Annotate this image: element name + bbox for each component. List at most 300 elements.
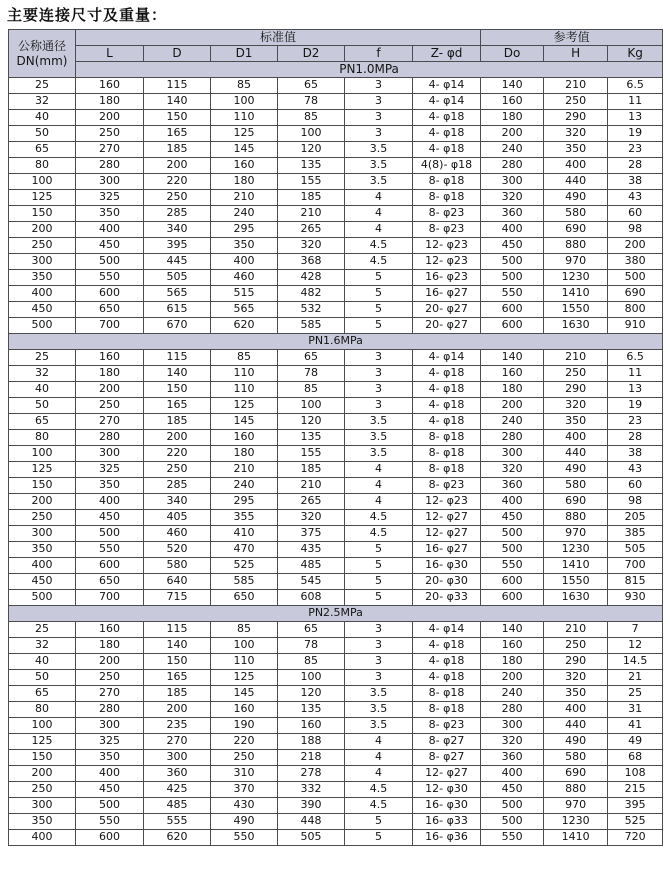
value-cell: 218 <box>278 750 345 766</box>
value-cell: 38 <box>608 446 663 462</box>
dn-cell: 80 <box>9 430 76 446</box>
dn-cell: 100 <box>9 446 76 462</box>
table-row <box>9 78 663 94</box>
value-cell: 13 <box>608 110 663 126</box>
value-cell: 110 <box>211 110 278 126</box>
col-header-Do: Do <box>481 46 544 62</box>
dn-cell: 300 <box>9 254 76 270</box>
col-header-D1: D1 <box>211 46 278 62</box>
value-cell: 25 <box>608 686 663 702</box>
value-cell: 320 <box>544 126 608 142</box>
value-cell: 400 <box>481 494 544 510</box>
value-cell: 1230 <box>544 270 608 286</box>
value-cell: 3.5 <box>345 142 413 158</box>
value-cell: 280 <box>481 430 544 446</box>
value-cell: 145 <box>211 142 278 158</box>
value-cell: 180 <box>481 654 544 670</box>
table-row <box>9 830 663 846</box>
value-cell: 3.5 <box>345 174 413 190</box>
value-cell: 550 <box>76 542 144 558</box>
value-cell: 3 <box>345 670 413 686</box>
value-cell: 8- φ23 <box>413 478 481 494</box>
value-cell: 65 <box>278 78 345 94</box>
value-cell: 800 <box>608 302 663 318</box>
value-cell: 120 <box>278 414 345 430</box>
table-row <box>9 174 663 190</box>
value-cell: 428 <box>278 270 345 286</box>
section-band-row <box>9 334 663 350</box>
col-header-Zd: Z- φd <box>413 46 481 62</box>
dn-cell: 65 <box>9 686 76 702</box>
value-cell: 125 <box>211 126 278 142</box>
value-cell: 210 <box>544 622 608 638</box>
table-row <box>9 190 663 206</box>
value-cell: 165 <box>144 126 211 142</box>
value-cell: 580 <box>544 478 608 494</box>
table-row <box>9 622 663 638</box>
value-cell: 160 <box>481 94 544 110</box>
value-cell: 360 <box>144 766 211 782</box>
value-cell: 425 <box>144 782 211 798</box>
table-row <box>9 414 663 430</box>
value-cell: 145 <box>211 414 278 430</box>
value-cell: 200 <box>76 654 144 670</box>
value-cell: 320 <box>481 734 544 750</box>
dn-cell: 300 <box>9 526 76 542</box>
value-cell: 300 <box>481 446 544 462</box>
table-row <box>9 590 663 606</box>
page-title: 主要连接尺寸及重量： <box>7 6 168 24</box>
value-cell: 180 <box>211 174 278 190</box>
value-cell: 5 <box>345 302 413 318</box>
value-cell: 8- φ23 <box>413 206 481 222</box>
value-cell: 332 <box>278 782 345 798</box>
value-cell: 78 <box>278 366 345 382</box>
section-band: PN1.0MPa <box>76 62 663 78</box>
value-cell: 155 <box>278 174 345 190</box>
dn-cell: 500 <box>9 590 76 606</box>
value-cell: 60 <box>608 478 663 494</box>
value-cell: 1410 <box>544 830 608 846</box>
value-cell: 240 <box>211 478 278 494</box>
value-cell: 270 <box>76 142 144 158</box>
value-cell: 970 <box>544 526 608 542</box>
value-cell: 295 <box>211 494 278 510</box>
value-cell: 4 <box>345 766 413 782</box>
dn-cell: 250 <box>9 510 76 526</box>
value-cell: 180 <box>76 366 144 382</box>
corner-header <box>9 30 76 78</box>
value-cell: 450 <box>481 510 544 526</box>
section-band-row <box>9 606 663 622</box>
value-cell: 1550 <box>544 302 608 318</box>
value-cell: 125 <box>211 670 278 686</box>
value-cell: 250 <box>544 638 608 654</box>
value-cell: 700 <box>608 558 663 574</box>
value-cell: 140 <box>481 622 544 638</box>
value-cell: 110 <box>211 382 278 398</box>
value-cell: 12- φ27 <box>413 766 481 782</box>
table-row <box>9 670 663 686</box>
value-cell: 320 <box>278 510 345 526</box>
value-cell: 16- φ36 <box>413 830 481 846</box>
value-cell: 4- φ18 <box>413 398 481 414</box>
value-cell: 450 <box>481 238 544 254</box>
value-cell: 160 <box>481 638 544 654</box>
value-cell: 3 <box>345 622 413 638</box>
value-cell: 4.5 <box>345 526 413 542</box>
value-cell: 5 <box>345 558 413 574</box>
value-cell: 3.5 <box>345 430 413 446</box>
value-cell: 200 <box>144 702 211 718</box>
col-header-D: D <box>144 46 211 62</box>
value-cell: 85 <box>211 350 278 366</box>
value-cell: 5 <box>345 814 413 830</box>
value-cell: 210 <box>278 206 345 222</box>
value-cell: 110 <box>211 654 278 670</box>
value-cell: 8- φ18 <box>413 174 481 190</box>
value-cell: 8- φ27 <box>413 734 481 750</box>
col-header-L: L <box>76 46 144 62</box>
value-cell: 100 <box>278 126 345 142</box>
value-cell: 43 <box>608 190 663 206</box>
value-cell: 85 <box>278 382 345 398</box>
value-cell: 700 <box>76 318 144 334</box>
value-cell: 11 <box>608 94 663 110</box>
value-cell: 600 <box>76 830 144 846</box>
value-cell: 400 <box>481 222 544 238</box>
table-row <box>9 382 663 398</box>
value-cell: 320 <box>544 398 608 414</box>
value-cell: 100 <box>278 670 345 686</box>
value-cell: 400 <box>544 430 608 446</box>
group-header-row <box>9 30 663 46</box>
value-cell: 290 <box>544 110 608 126</box>
value-cell: 20- φ27 <box>413 318 481 334</box>
value-cell: 600 <box>76 286 144 302</box>
value-cell: 12- φ23 <box>413 494 481 510</box>
value-cell: 400 <box>211 254 278 270</box>
value-cell: 4.5 <box>345 238 413 254</box>
value-cell: 450 <box>76 238 144 254</box>
dn-cell: 400 <box>9 286 76 302</box>
value-cell: 8- φ27 <box>413 750 481 766</box>
value-cell: 220 <box>144 174 211 190</box>
value-cell: 250 <box>144 190 211 206</box>
value-cell: 380 <box>608 254 663 270</box>
value-cell: 395 <box>608 798 663 814</box>
table-row <box>9 798 663 814</box>
value-cell: 215 <box>608 782 663 798</box>
dn-cell: 125 <box>9 462 76 478</box>
dn-cell: 200 <box>9 222 76 238</box>
value-cell: 200 <box>481 398 544 414</box>
value-cell: 300 <box>481 718 544 734</box>
value-cell: 4- φ18 <box>413 110 481 126</box>
table-row <box>9 126 663 142</box>
table-row <box>9 526 663 542</box>
value-cell: 4- φ14 <box>413 350 481 366</box>
dn-cell: 65 <box>9 414 76 430</box>
value-cell: 12- φ27 <box>413 510 481 526</box>
value-cell: 500 <box>76 254 144 270</box>
value-cell: 400 <box>76 766 144 782</box>
value-cell: 210 <box>211 190 278 206</box>
value-cell: 160 <box>76 350 144 366</box>
dn-cell: 150 <box>9 750 76 766</box>
value-cell: 445 <box>144 254 211 270</box>
value-cell: 4- φ18 <box>413 414 481 430</box>
value-cell: 185 <box>144 414 211 430</box>
dn-cell: 150 <box>9 206 76 222</box>
value-cell: 43 <box>608 462 663 478</box>
dn-cell: 65 <box>9 142 76 158</box>
value-cell: 115 <box>144 78 211 94</box>
value-cell: 21 <box>608 670 663 686</box>
value-cell: 12- φ23 <box>413 238 481 254</box>
value-cell: 500 <box>481 526 544 542</box>
value-cell: 585 <box>278 318 345 334</box>
dn-cell: 200 <box>9 766 76 782</box>
table-row <box>9 430 663 446</box>
table-row <box>9 494 663 510</box>
value-cell: 265 <box>278 494 345 510</box>
value-cell: 60 <box>608 206 663 222</box>
value-cell: 5 <box>345 542 413 558</box>
table-row <box>9 654 663 670</box>
dn-cell: 200 <box>9 494 76 510</box>
value-cell: 385 <box>608 526 663 542</box>
value-cell: 640 <box>144 574 211 590</box>
value-cell: 300 <box>76 718 144 734</box>
value-cell: 4- φ18 <box>413 638 481 654</box>
value-cell: 150 <box>144 110 211 126</box>
value-cell: 165 <box>144 670 211 686</box>
col-header-Kg: Kg <box>608 46 663 62</box>
value-cell: 5 <box>345 574 413 590</box>
value-cell: 120 <box>278 686 345 702</box>
value-cell: 220 <box>211 734 278 750</box>
value-cell: 180 <box>76 94 144 110</box>
value-cell: 190 <box>211 718 278 734</box>
dn-cell: 50 <box>9 126 76 142</box>
value-cell: 4.5 <box>345 510 413 526</box>
value-cell: 3.5 <box>345 414 413 430</box>
value-cell: 100 <box>278 398 345 414</box>
value-cell: 910 <box>608 318 663 334</box>
table-row <box>9 318 663 334</box>
value-cell: 290 <box>544 382 608 398</box>
table-row <box>9 302 663 318</box>
value-cell: 650 <box>211 590 278 606</box>
value-cell: 490 <box>544 462 608 478</box>
value-cell: 85 <box>211 622 278 638</box>
value-cell: 620 <box>144 830 211 846</box>
value-cell: 85 <box>278 654 345 670</box>
value-cell: 19 <box>608 398 663 414</box>
value-cell: 295 <box>211 222 278 238</box>
value-cell: 715 <box>144 590 211 606</box>
value-cell: 185 <box>278 190 345 206</box>
value-cell: 7 <box>608 622 663 638</box>
value-cell: 340 <box>144 222 211 238</box>
value-cell: 930 <box>608 590 663 606</box>
value-cell: 690 <box>608 286 663 302</box>
value-cell: 200 <box>76 110 144 126</box>
value-cell: 12 <box>608 638 663 654</box>
value-cell: 185 <box>144 686 211 702</box>
value-cell: 150 <box>144 654 211 670</box>
value-cell: 65 <box>278 350 345 366</box>
value-cell: 4(8)- φ18 <box>413 158 481 174</box>
value-cell: 110 <box>211 366 278 382</box>
value-cell: 4 <box>345 222 413 238</box>
value-cell: 23 <box>608 414 663 430</box>
value-cell: 4 <box>345 494 413 510</box>
value-cell: 600 <box>481 574 544 590</box>
value-cell: 4- φ18 <box>413 654 481 670</box>
value-cell: 4 <box>345 190 413 206</box>
value-cell: 505 <box>608 542 663 558</box>
value-cell: 98 <box>608 222 663 238</box>
value-cell: 360 <box>481 206 544 222</box>
value-cell: 8- φ18 <box>413 702 481 718</box>
value-cell: 135 <box>278 702 345 718</box>
table-row <box>9 718 663 734</box>
value-cell: 8- φ23 <box>413 222 481 238</box>
value-cell: 4- φ18 <box>413 382 481 398</box>
value-cell: 520 <box>144 542 211 558</box>
value-cell: 85 <box>278 110 345 126</box>
value-cell: 300 <box>76 174 144 190</box>
value-cell: 49 <box>608 734 663 750</box>
value-cell: 140 <box>481 78 544 94</box>
value-cell: 450 <box>76 510 144 526</box>
value-cell: 325 <box>76 462 144 478</box>
dn-cell: 32 <box>9 94 76 110</box>
value-cell: 78 <box>278 94 345 110</box>
value-cell: 160 <box>76 78 144 94</box>
table-row <box>9 286 663 302</box>
value-cell: 278 <box>278 766 345 782</box>
value-cell: 545 <box>278 574 345 590</box>
value-cell: 8- φ23 <box>413 718 481 734</box>
value-cell: 200 <box>144 158 211 174</box>
value-cell: 68 <box>608 750 663 766</box>
value-cell: 608 <box>278 590 345 606</box>
value-cell: 550 <box>481 558 544 574</box>
value-cell: 1630 <box>544 590 608 606</box>
value-cell: 280 <box>481 158 544 174</box>
value-cell: 85 <box>211 78 278 94</box>
value-cell: 19 <box>608 126 663 142</box>
value-cell: 16- φ30 <box>413 798 481 814</box>
value-cell: 585 <box>211 574 278 590</box>
dimensions-table <box>8 29 663 846</box>
value-cell: 350 <box>76 750 144 766</box>
table-row <box>9 750 663 766</box>
table-row <box>9 766 663 782</box>
table-row <box>9 542 663 558</box>
section-band: PN1.6MPa <box>9 334 663 350</box>
table-row <box>9 638 663 654</box>
value-cell: 100 <box>211 94 278 110</box>
group-header-reference: 参考值 <box>481 30 663 46</box>
value-cell: 4- φ14 <box>413 622 481 638</box>
value-cell: 28 <box>608 158 663 174</box>
value-cell: 12- φ23 <box>413 254 481 270</box>
value-cell: 500 <box>481 542 544 558</box>
value-cell: 140 <box>144 638 211 654</box>
table-row <box>9 510 663 526</box>
group-header-standard: 标准值 <box>76 30 481 46</box>
value-cell: 500 <box>76 798 144 814</box>
value-cell: 670 <box>144 318 211 334</box>
value-cell: 250 <box>211 750 278 766</box>
dn-cell: 40 <box>9 654 76 670</box>
dn-cell: 150 <box>9 478 76 494</box>
table-row <box>9 782 663 798</box>
value-cell: 280 <box>481 702 544 718</box>
value-cell: 405 <box>144 510 211 526</box>
col-header-f: f <box>345 46 413 62</box>
value-cell: 700 <box>76 590 144 606</box>
value-cell: 250 <box>76 398 144 414</box>
value-cell: 250 <box>76 670 144 686</box>
value-cell: 4 <box>345 750 413 766</box>
value-cell: 210 <box>544 78 608 94</box>
col-header-D2: D2 <box>278 46 345 62</box>
value-cell: 325 <box>76 734 144 750</box>
value-cell: 3 <box>345 78 413 94</box>
value-cell: 3 <box>345 366 413 382</box>
dn-cell: 400 <box>9 558 76 574</box>
value-cell: 250 <box>144 462 211 478</box>
value-cell: 5 <box>345 270 413 286</box>
table-row <box>9 398 663 414</box>
value-cell: 690 <box>544 222 608 238</box>
value-cell: 448 <box>278 814 345 830</box>
value-cell: 525 <box>608 814 663 830</box>
value-cell: 320 <box>544 670 608 686</box>
dn-cell: 40 <box>9 382 76 398</box>
section-band: PN2.5MPa <box>9 606 663 622</box>
value-cell: 125 <box>211 398 278 414</box>
value-cell: 115 <box>144 622 211 638</box>
value-cell: 970 <box>544 254 608 270</box>
value-cell: 368 <box>278 254 345 270</box>
section-band-row <box>9 62 663 78</box>
value-cell: 8- φ18 <box>413 190 481 206</box>
value-cell: 145 <box>211 686 278 702</box>
value-cell: 450 <box>76 782 144 798</box>
value-cell: 395 <box>144 238 211 254</box>
value-cell: 320 <box>481 190 544 206</box>
table-row <box>9 686 663 702</box>
value-cell: 200 <box>481 670 544 686</box>
value-cell: 3 <box>345 110 413 126</box>
value-cell: 565 <box>211 302 278 318</box>
value-cell: 615 <box>144 302 211 318</box>
value-cell: 4- φ18 <box>413 366 481 382</box>
value-cell: 690 <box>544 766 608 782</box>
value-cell: 270 <box>76 686 144 702</box>
value-cell: 235 <box>144 718 211 734</box>
value-cell: 108 <box>608 766 663 782</box>
value-cell: 185 <box>144 142 211 158</box>
value-cell: 4- φ14 <box>413 78 481 94</box>
value-cell: 135 <box>278 158 345 174</box>
